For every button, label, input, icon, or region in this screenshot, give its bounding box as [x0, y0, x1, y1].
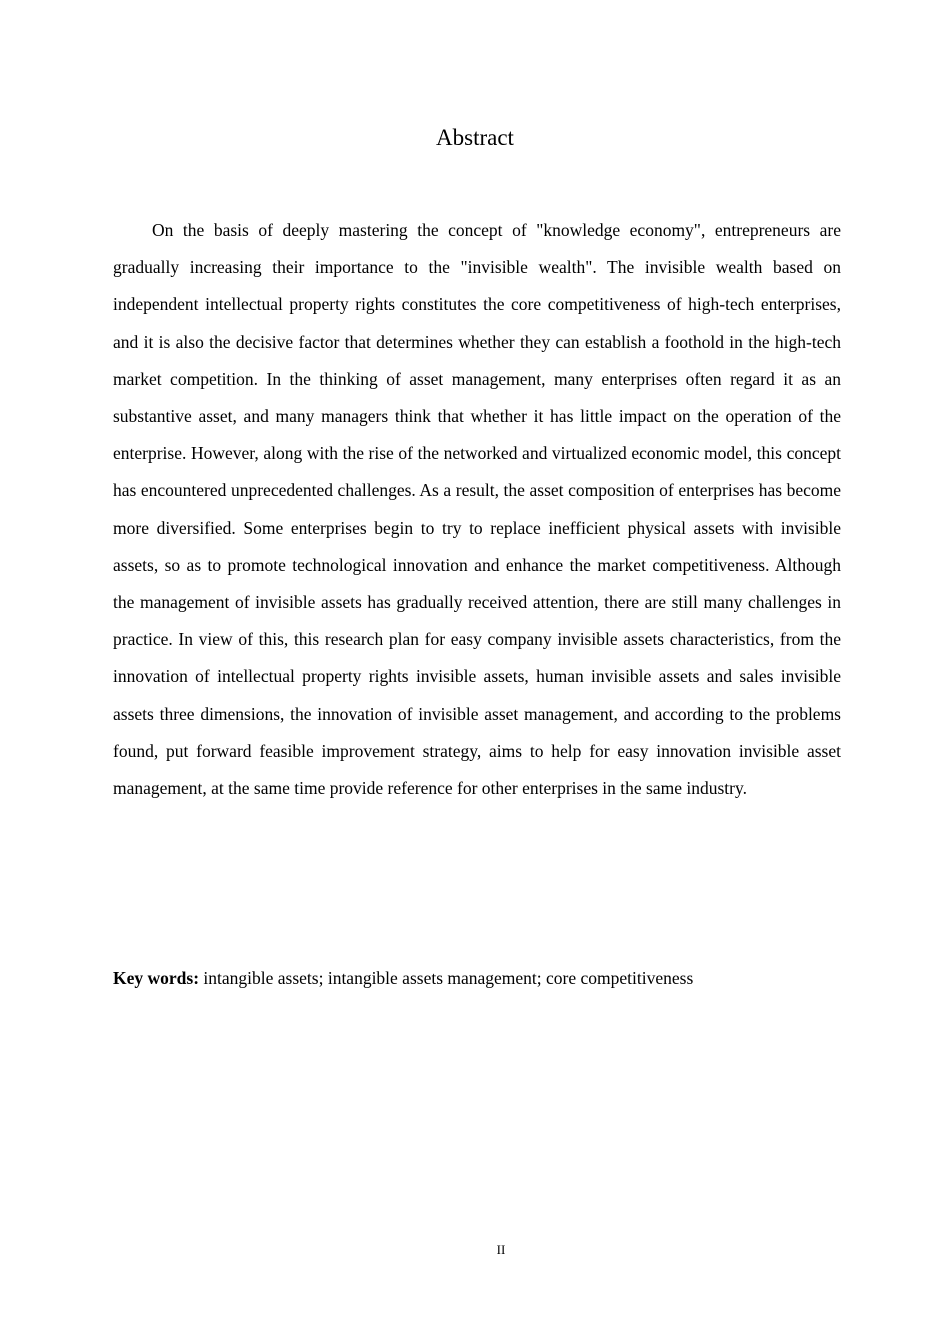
keywords-line [113, 962, 841, 994]
page-number: II [496, 1242, 506, 1257]
page-title: Abstract [436, 125, 514, 150]
keywords-text: intangible assets; intangible assets management; core competitiveness [199, 968, 694, 988]
keywords-label: Key words: [113, 968, 200, 988]
abstract-paragraph: On the basis of deeply mastering the concept of "knowledge economy", entrepreneurs are gradually increasing their importance to the "invisible wealth". The invisible wealth based on independent intellectual property rights constitutes the core competitiveness of high-tech enterprises, and it is also the decisive factor that determines whether they can establish a foothold in the high-tech market competition. In the thinking of asset management, many enterprises often regard it as an substantive asset, and many managers think that whether it has little impact on the operation of the enterprise. However, along with the rise of the networked and virtualized economic model, this concept has encountered unprecedented challenges. As a result, the asset composition of enterprises has become more diversified. Some enterprises begin to try to replace inefficient physical assets with invisible assets, so as to promote technological innovation and enhance the market competitiveness. Although the management of invisible assets has gradually received attention, there are still many challenges in practice. In view of this, this research plan for easy company invisible assets characteristics, from the innovation of intellectual property rights invisible assets, human invisible assets and sales invisible assets three dimensions, the innovation of invisible asset management, and according to the problems found, put forward feasible improvement strategy, aims to help for easy innovation invisible asset management, at the same time provide reference for other enterprises in the same industry. [113, 220, 841, 799]
